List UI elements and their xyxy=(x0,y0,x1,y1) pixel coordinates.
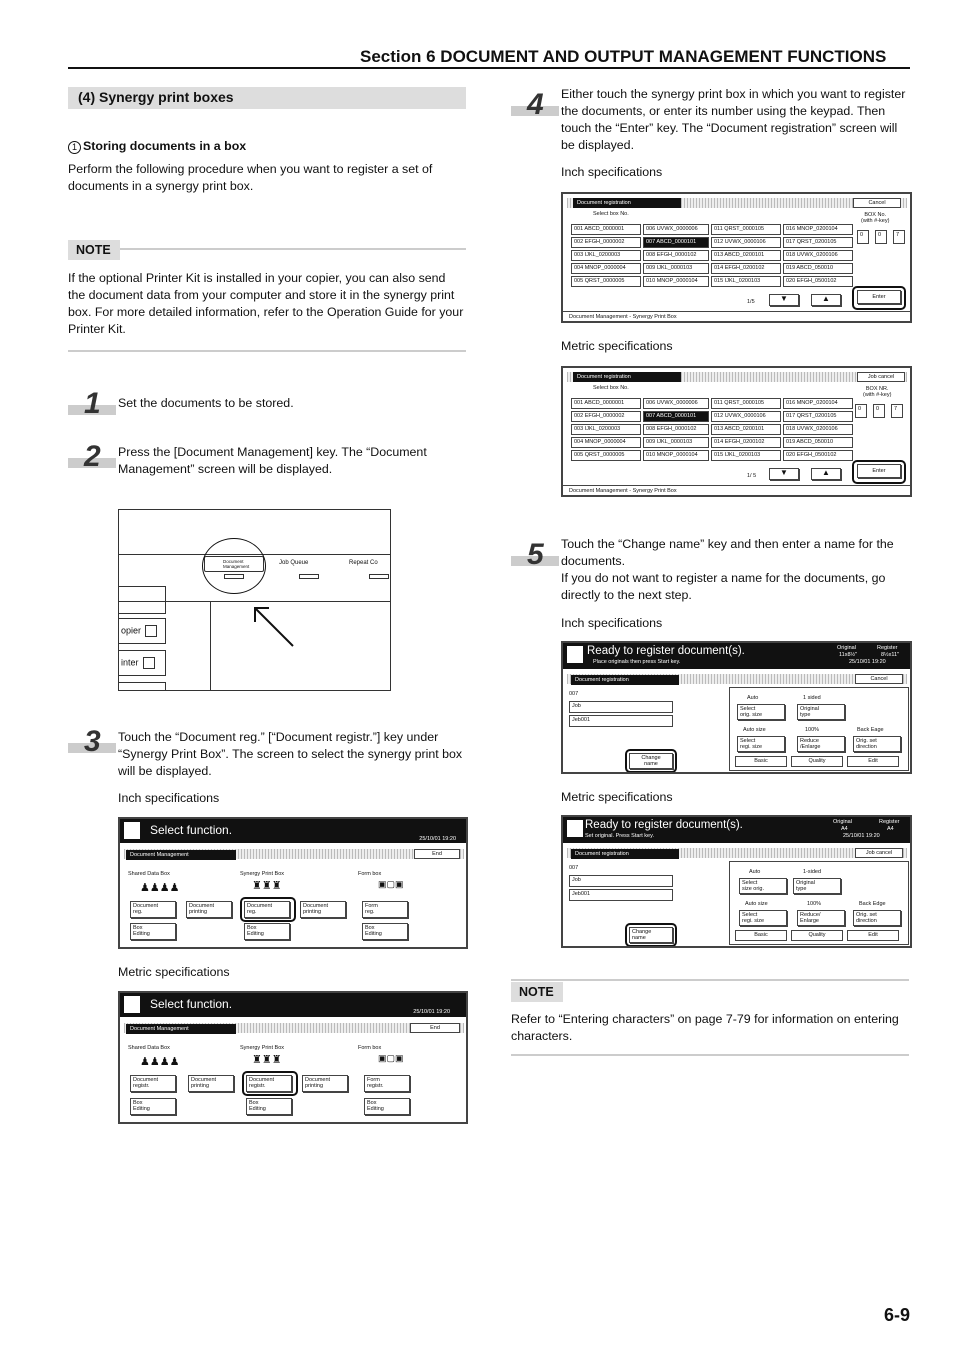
box-cell[interactable]: 020 EFGH_0500102 xyxy=(783,450,853,461)
box-select-screen-metric xyxy=(561,366,912,497)
panel-lower-key xyxy=(118,682,166,691)
box-cell[interactable]: 001 ABCD_0000001 xyxy=(571,398,641,409)
back-edge-label: Back Eage xyxy=(857,727,884,733)
step-4-marker: 4 xyxy=(511,94,559,118)
screen-date: 25/10/01 19:20 xyxy=(849,659,886,665)
synergy-document-printing-button[interactable]: Document printing xyxy=(302,1075,348,1092)
box-cell[interactable]: 009 IJKL_0000103 xyxy=(643,437,709,448)
copier-key[interactable]: opier xyxy=(118,618,166,644)
box-cell[interactable]: 010 MNOP_0000104 xyxy=(643,276,709,287)
screen-subtitle: Set original. Press Start key. xyxy=(585,833,654,839)
intro-text: Perform the following procedure when you want to register a set of documents in a synergy print box. xyxy=(68,162,433,193)
reduce-enlarge-button[interactable]: Reduce /Enlarge xyxy=(797,736,845,752)
box-cell[interactable]: 006 UVWX_0000006 xyxy=(643,224,709,235)
repeat-copy-key[interactable]: Repeat Co xyxy=(349,560,378,566)
group-shared: Shared Data Box xyxy=(128,1045,170,1051)
step-4-metric-label: Metric specifications xyxy=(561,339,673,353)
ready-screen-metric xyxy=(561,815,912,948)
box-cell[interactable]: 012 UVWX_0000106 xyxy=(711,237,781,248)
shared-box-editing-button[interactable]: Box Editing xyxy=(130,923,176,940)
form-box-editing-button[interactable]: Box Editing xyxy=(364,1098,410,1115)
original-label: Original xyxy=(837,645,856,651)
synergy-box-editing-button[interactable]: Box Editing xyxy=(244,923,290,940)
screen-subtitle: Place originals then press Start key. xyxy=(593,659,681,665)
printer-key[interactable]: inter xyxy=(118,650,166,676)
cancel-button[interactable]: Cancel xyxy=(853,198,901,208)
box-cell[interactable]: 005 QRST_0000005 xyxy=(571,276,641,287)
box-cell[interactable]: 011 QRST_0000105 xyxy=(711,398,781,409)
box-cell[interactable]: 015 IJKL_0200103 xyxy=(711,276,781,287)
page-indicator: 1/5 xyxy=(747,299,755,305)
shared-document-printing-button[interactable]: Document printing xyxy=(188,1075,234,1092)
step-1-text: Set the documents to be stored. xyxy=(118,396,294,410)
change-name-highlight xyxy=(625,923,677,947)
box-cell[interactable]: 010 MNOP_0000104 xyxy=(643,450,709,461)
screen-date: 25/10/01 19:20 xyxy=(843,833,880,839)
box-cell[interactable]: 004 MNOP_0000004 xyxy=(571,437,641,448)
control-panel-illustration xyxy=(118,509,391,691)
document-management-key[interactable]: Document Management xyxy=(204,556,264,572)
page-header: Section 6 DOCUMENT AND OUTPUT MANAGEMENT FUNCTIONS xyxy=(360,47,887,66)
box-cell[interactable]: 002 EFGH_0000002 xyxy=(571,411,641,422)
synergy-document-registr-button[interactable]: Document registr. xyxy=(246,1075,292,1092)
original-type-button[interactable]: Original type xyxy=(797,704,845,720)
register-size: A4 xyxy=(887,826,894,832)
scroll-down-button[interactable]: ▼ xyxy=(769,468,799,480)
box-cell[interactable]: 018 UVWX_0200106 xyxy=(783,250,853,261)
select-original-size-button[interactable]: Select orig. size xyxy=(737,704,785,720)
end-button[interactable]: End xyxy=(414,849,460,859)
select-function-screen-inch xyxy=(118,817,468,949)
step-3-text: Touch the “Document reg.” [“Document registr.”] key under “Synergy Print Box”. The screen to select the synergy print box will be displayed. xyxy=(118,730,463,778)
box-cell[interactable]: 018 UVWX_0200106 xyxy=(783,424,853,435)
tab-quality[interactable]: Quality xyxy=(791,930,843,941)
box-digit: 0 xyxy=(857,230,869,244)
step-4-text: Either touch the synergy print box in which you want to register the documents, or enter its number using the keypad. Then touch the “Enter” key. The “Document registration” screen will be displayed. xyxy=(561,87,906,152)
shared-document-reg-button[interactable]: Document reg. xyxy=(130,901,176,918)
highlight-ring xyxy=(242,1071,298,1096)
box-cell[interactable]: 017 QRST_0200105 xyxy=(783,237,853,248)
box-cell[interactable]: 003 IJKL_0200003 xyxy=(571,250,641,261)
note2-text: Refer to “Entering characters” on page 7-79 for information on entering characters. xyxy=(511,1012,899,1043)
job-queue-led xyxy=(299,574,319,579)
screen-date: 25/10/01 19:20 xyxy=(413,1009,450,1015)
screen-bar-label: Document Management xyxy=(126,1024,236,1034)
screen-bar-label: Document registration xyxy=(571,849,679,859)
step-2-marker: 2 xyxy=(68,446,116,470)
step-3-inch-label: Inch specifications xyxy=(118,791,220,805)
note-text: If the optional Printer Kit is installed in your copier, you can also send the document data from your computer and store it in the synergy print box. For more detailed information, refer to the Operation Guide for your Printer Kit. xyxy=(68,271,464,336)
auto-label: Auto xyxy=(747,695,759,701)
box-cell[interactable]: 002 EFGH_0000002 xyxy=(571,237,641,248)
original-label: Original xyxy=(833,819,852,825)
box-cell[interactable]: 013 ABCD_0200101 xyxy=(711,424,781,435)
box-digit: 7 xyxy=(891,404,903,418)
box-cell[interactable]: 016 MNOP_0200104 xyxy=(783,224,853,235)
synergy-box-editing-button[interactable]: Box Editing xyxy=(246,1098,292,1115)
section-title: (4) Synergy print boxes xyxy=(68,87,466,109)
note2-top-rule xyxy=(511,979,909,981)
step-3-metric-label: Metric specifications xyxy=(118,965,230,979)
form-box-icon: ▣▢▣ xyxy=(378,879,404,889)
select-register-size-button[interactable]: Select regi. size xyxy=(737,736,785,752)
box-cell[interactable]: 005 QRST_0000005 xyxy=(571,450,641,461)
zoom-label: 100% xyxy=(807,901,822,907)
group-synergy: Synergy Print Box xyxy=(240,1045,285,1051)
form-box-icon: ▣▢▣ xyxy=(378,1053,404,1063)
change-name-button[interactable]: Change name xyxy=(629,927,673,943)
screen-bar-label: Document registration xyxy=(573,372,681,382)
page-indicator: 1/ 5 xyxy=(747,473,757,479)
note2-end-rule xyxy=(511,1054,909,1056)
enter-highlight-ring xyxy=(852,286,906,310)
box-cell[interactable]: 017 QRST_0200105 xyxy=(783,411,853,422)
synergy-box-icon: ♜♜♜ xyxy=(252,1054,282,1066)
screen-icon xyxy=(124,822,140,839)
step-5-text: Touch the “Change name” key and then enter a name for the documents. If you do not want to register a name for the documents, go directly to the next step. xyxy=(561,537,894,602)
note-label: NOTE xyxy=(68,240,120,260)
screen-icon xyxy=(567,820,583,837)
note-end-rule xyxy=(68,350,466,352)
step-4-inch-label: Inch specifications xyxy=(561,165,663,179)
box-digit: 0 xyxy=(875,230,887,244)
original-type-button[interactable]: Original type xyxy=(793,878,841,894)
box-cell[interactable]: 008 EFGH_0000102 xyxy=(643,250,709,261)
screen-footer: Document Management - Synergy Print Box xyxy=(569,314,677,320)
tab-basic[interactable]: Basic xyxy=(735,756,787,767)
pointer-arrow-icon xyxy=(247,600,297,650)
note2-label: NOTE xyxy=(511,982,563,1002)
step-5-marker: 5 xyxy=(511,544,559,568)
screen-title: Select function. xyxy=(150,823,233,837)
scroll-up-button[interactable]: ▲ xyxy=(811,468,841,480)
change-name-button[interactable]: Change name xyxy=(629,753,673,769)
original-set-direction-button[interactable]: Orig. set direction xyxy=(853,736,901,752)
select-size-original-button[interactable]: Select size orig. xyxy=(739,878,787,894)
screen-bar-label: Document Management xyxy=(126,850,236,860)
step-1-marker: 1 xyxy=(68,393,116,417)
box-cell[interactable]: 013 ABCD_0200101 xyxy=(711,250,781,261)
tab-edit[interactable]: Edit xyxy=(847,930,899,941)
highlight-ring xyxy=(240,897,296,922)
enter-highlight-ring xyxy=(852,460,906,484)
select-register-size-button[interactable]: Select regi. size xyxy=(739,910,787,926)
shared-box-icon: ♟♟♟♟ xyxy=(140,1056,180,1068)
box-number-label: BOX NR. (with #-key) xyxy=(863,386,892,398)
back-edge-label: Back Edge xyxy=(859,901,886,907)
auto-label: Auto xyxy=(749,869,761,875)
screen-date: 25/10/01 19:20 xyxy=(419,836,456,842)
repeat-copy-led xyxy=(369,574,389,579)
subsection-title xyxy=(68,139,246,154)
box-cell[interactable]: 011 QRST_0000105 xyxy=(711,224,781,235)
end-button[interactable]: End xyxy=(410,1023,460,1033)
step-5-metric-label: Metric specifications xyxy=(561,790,673,804)
sided-label: 1 sided xyxy=(803,695,821,701)
screen-title: Ready to register document(s). xyxy=(587,645,745,657)
box-cell[interactable]: 009 IJKL_0000103 xyxy=(643,263,709,274)
group-form: Form box xyxy=(358,1045,382,1051)
box-number: 007 xyxy=(569,691,579,697)
box-cell[interactable]: 012 UVWX_0000106 xyxy=(711,411,781,422)
step-5-inch-label: Inch specifications xyxy=(561,616,663,630)
form-registr-button[interactable]: Form registr. xyxy=(364,1075,410,1092)
synergy-document-reg-button[interactable]: Document reg. xyxy=(244,901,290,918)
screen-bar-label: Document registration xyxy=(573,198,681,208)
box-number-label: BOX No. (with #-key) xyxy=(861,212,890,224)
box-cell[interactable]: 004 MNOP_0000004 xyxy=(571,263,641,274)
screen-icon xyxy=(124,996,140,1013)
select-box-label: Select box No. xyxy=(593,385,629,391)
register-label: Register xyxy=(879,819,900,825)
box-cell[interactable]: 014 EFGH_0200102 xyxy=(711,437,781,448)
shared-document-registr-button[interactable]: Document registr. xyxy=(130,1075,176,1092)
tab-basic[interactable]: Basic xyxy=(735,930,787,941)
box-digit: 0 xyxy=(873,404,885,418)
reduce-enlarge-button[interactable]: Reduce/ Enlarge xyxy=(797,910,845,926)
subsection-text: Storing documents in a box xyxy=(83,139,247,153)
note-rule xyxy=(120,248,466,250)
step-2-text: Press the [Document Management] key. The “Document Management” screen will be displayed. xyxy=(118,445,427,476)
shared-document-printing-button[interactable]: Document printing xyxy=(186,901,232,918)
circled-number: 1 xyxy=(68,141,81,154)
shared-box-editing-button[interactable]: Box Editing xyxy=(130,1098,176,1115)
box-cell[interactable]: 007 ABCD_0000101 xyxy=(643,411,709,422)
scroll-down-button[interactable]: ▼ xyxy=(769,294,799,306)
box-digit: 0 xyxy=(855,404,867,418)
select-box-label: Select box No. xyxy=(593,211,629,217)
group-synergy: Synergy Print Box xyxy=(240,871,285,877)
original-size: A4 xyxy=(841,826,848,832)
register-label: Register xyxy=(877,645,898,651)
form-reg-button[interactable]: Form reg. xyxy=(362,901,408,918)
header-rule xyxy=(68,67,910,69)
box-cell[interactable]: 015 IJKL_0200103 xyxy=(711,450,781,461)
shared-box-icon: ♟♟♟♟ xyxy=(140,882,180,894)
sided-label: 1-sided xyxy=(803,869,822,875)
step-3-marker: 3 xyxy=(68,731,116,755)
box-cell[interactable]: 014 EFGH_0200102 xyxy=(711,263,781,274)
register-size: 8½x11" xyxy=(881,652,900,658)
screen-title: Select function. xyxy=(150,997,233,1011)
synergy-document-printing-button[interactable]: Document printing xyxy=(300,901,346,918)
job-name-field: Jeb001 xyxy=(569,715,673,727)
page-number: 6-9 xyxy=(883,1305,910,1325)
form-box-editing-button[interactable]: Box Editing xyxy=(362,923,408,940)
job-queue-key[interactable]: Job Queue xyxy=(279,560,309,566)
box-cell[interactable]: 003 IJKL_0200003 xyxy=(571,424,641,435)
auto-size-label: Auto size xyxy=(745,901,768,907)
box-cell[interactable]: 007 ABCD_0000101 xyxy=(643,237,709,248)
original-set-direction-button[interactable]: Orig. set direction xyxy=(853,910,901,926)
panel-blank-key xyxy=(118,586,166,614)
original-size: 11x8½" xyxy=(839,652,858,658)
box-digit: 7 xyxy=(893,230,905,244)
box-cell[interactable]: 016 MNOP_0200104 xyxy=(783,398,853,409)
ready-screen-inch xyxy=(561,641,912,774)
box-cell[interactable]: 019 ABCD_050010 xyxy=(783,263,853,274)
job-cancel-button[interactable]: Job cancel xyxy=(857,372,905,382)
job-field: Job xyxy=(569,875,673,887)
box-cell[interactable]: 019 ABCD_050010 xyxy=(783,437,853,448)
job-field: Job xyxy=(569,701,673,713)
box-cell[interactable]: 008 EFGH_0000102 xyxy=(643,424,709,435)
box-number: 007 xyxy=(569,865,579,871)
enter-button[interactable]: Enter xyxy=(857,464,901,478)
box-cell[interactable]: 006 UVWX_0000006 xyxy=(643,398,709,409)
auto-size-label: Auto size xyxy=(743,727,766,733)
box-cell[interactable]: 020 EFGH_0500102 xyxy=(783,276,853,287)
job-cancel-button[interactable]: Job cancel xyxy=(855,848,903,858)
screen-title: Ready to register document(s). xyxy=(585,819,743,831)
synergy-box-icon: ♜♜♜ xyxy=(252,880,282,892)
enter-button[interactable]: Enter xyxy=(857,290,901,304)
cancel-button[interactable]: Cancel xyxy=(855,674,903,684)
scroll-up-button[interactable]: ▲ xyxy=(811,294,841,306)
change-name-highlight xyxy=(625,749,677,773)
highlight-circle xyxy=(202,538,266,594)
job-name-field: Jeb001 xyxy=(569,889,673,901)
group-shared: Shared Data Box xyxy=(128,871,170,877)
box-select-screen-inch xyxy=(561,192,912,323)
select-function-screen-metric xyxy=(118,991,468,1124)
zoom-label: 100% xyxy=(805,727,820,733)
screen-icon xyxy=(567,646,583,663)
screen-bar-label: Document registration xyxy=(571,675,679,685)
tab-quality[interactable]: Quality xyxy=(791,756,843,767)
box-cell[interactable]: 001 ABCD_0000001 xyxy=(571,224,641,235)
tab-edit[interactable]: Edit xyxy=(847,756,899,767)
screen-footer: Document Management - Synergy Print Box xyxy=(569,488,677,494)
group-form: Form box xyxy=(358,871,382,877)
